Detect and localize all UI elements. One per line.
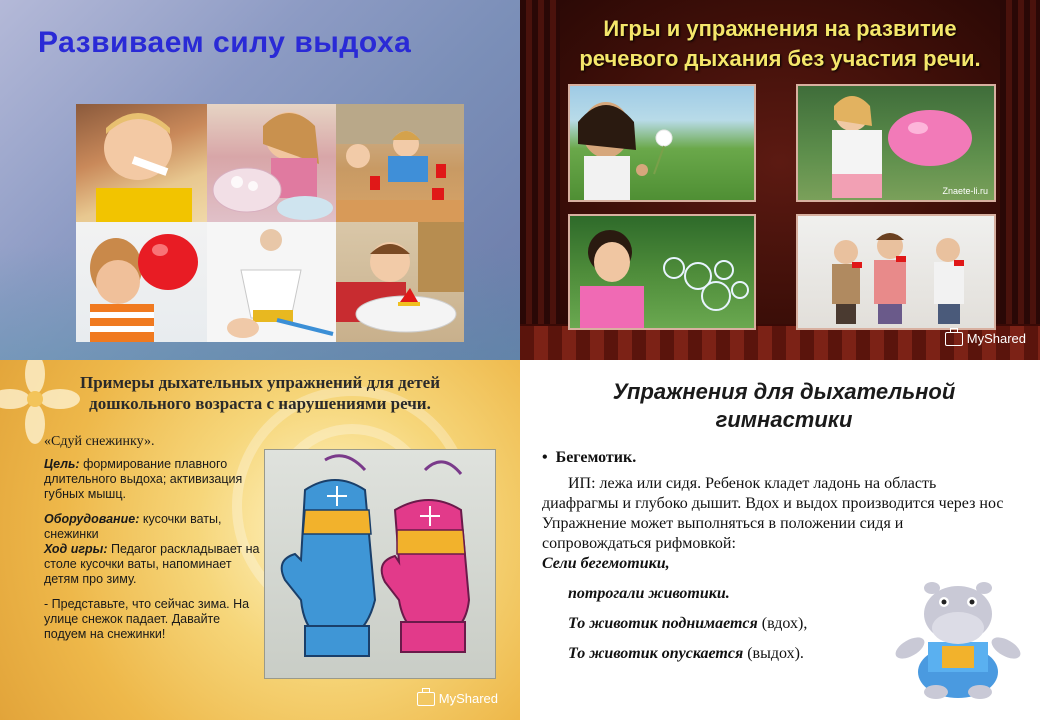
photo-child-blowing-straw (76, 104, 207, 222)
slide-title (30, 372, 490, 414)
instruction-1: ИП: лежа или сидя. Ребенок кладет ладонь на область диафрагмы и глубоко дышит. Вдох и выдох производится через нос (542, 475, 1004, 512)
game-label: Ход игры: (44, 542, 108, 556)
game-text: Педагог раскладывает на столе кусочки ваты, напоминает детям про зиму. (44, 542, 260, 586)
children-icon (798, 216, 994, 328)
photo-boy-blowing-boat (336, 222, 464, 342)
presentation-icon (417, 692, 435, 706)
photo-ball-bottle-toy (207, 222, 336, 342)
photo-collage (76, 104, 464, 342)
title-line-1: Игры и упражнения на развитие (603, 16, 957, 41)
bubbles-icon (570, 216, 754, 328)
watermark-text: MyShared (966, 331, 1026, 346)
exercise-description (44, 434, 260, 648)
slide-title (520, 14, 1040, 74)
title-line-2: гимнастики (715, 407, 853, 432)
photo-credit: Znaete-li.ru (942, 186, 988, 196)
slide-breath-strength (0, 0, 520, 366)
title-line-2: дошкольного возраста с нарушениями речи. (89, 394, 431, 413)
photo-girl-bubbles-bowl (207, 104, 336, 222)
verse-line-2: потрогали животики. (568, 585, 730, 602)
equipment-paragraph (44, 512, 260, 542)
bowl-bubbles-icon (207, 104, 336, 222)
watermark (417, 691, 498, 706)
verse-line-3: То животик поднимается (вдох), (568, 615, 808, 632)
mitten-icon (265, 450, 495, 678)
goal-paragraph (44, 457, 260, 502)
photo-children-cups (336, 104, 464, 222)
watermark-text: MyShared (438, 691, 498, 706)
balloon-icon (798, 86, 994, 200)
child-straw-icon (76, 104, 207, 222)
hippo-icon (888, 564, 1028, 704)
slide-breathing-games (520, 0, 1040, 360)
equipment-label: Оборудование: (44, 512, 140, 526)
title-line-1: Примеры дыхательных упражнений для детей (80, 373, 440, 392)
bullet-text: Бегемотик. (555, 449, 637, 466)
goal-text: формирование плавного длительного выдоха; активизация губных мышц. (44, 457, 243, 501)
photo-girl-dandelion (568, 84, 756, 202)
photo-girl-soap-bubbles (568, 214, 756, 330)
instruction-2: Упражнение может выполняться в положении сидя и сопровождаться рифмовкой: (542, 515, 904, 552)
photo-girl-balloon (796, 84, 996, 202)
ball-toy-icon (207, 222, 336, 342)
cups-icon (336, 104, 464, 222)
title-line-1: Упражнения для дыхательной (612, 379, 956, 404)
slide-breathing-gymnastics (528, 360, 1040, 720)
game-name: «Сдуй снежинку». (44, 434, 155, 449)
title-line-2: речевого дыхания без участия речи. (579, 46, 981, 71)
verse-line-4: То животик опускается (выдох). (568, 645, 804, 662)
verse-line-1: Сели бегемотики, (542, 555, 670, 572)
presentation-icon (945, 332, 963, 346)
slide-title: Развиваем силу выдоха (38, 26, 412, 59)
photo-boy-balloon (76, 222, 207, 342)
balloon-icon (76, 222, 207, 342)
watermark (945, 331, 1026, 346)
bullet-item: • Бегемотик. (542, 449, 637, 466)
photo-three-children (796, 214, 996, 330)
quote: - Представьте, что сейчас зима. На улице снежок падает. Давайте подуем на снежинки! (44, 597, 250, 641)
slide-exercise-examples (0, 360, 520, 720)
game-paragraph (44, 542, 260, 587)
dandelion-icon (570, 86, 754, 200)
photo-mittens (264, 449, 496, 679)
equipment-text: кусочки ваты, снежинки (44, 512, 222, 541)
goal-label: Цель: (44, 457, 80, 471)
boat-icon (336, 222, 464, 342)
slide-title (528, 378, 1040, 434)
